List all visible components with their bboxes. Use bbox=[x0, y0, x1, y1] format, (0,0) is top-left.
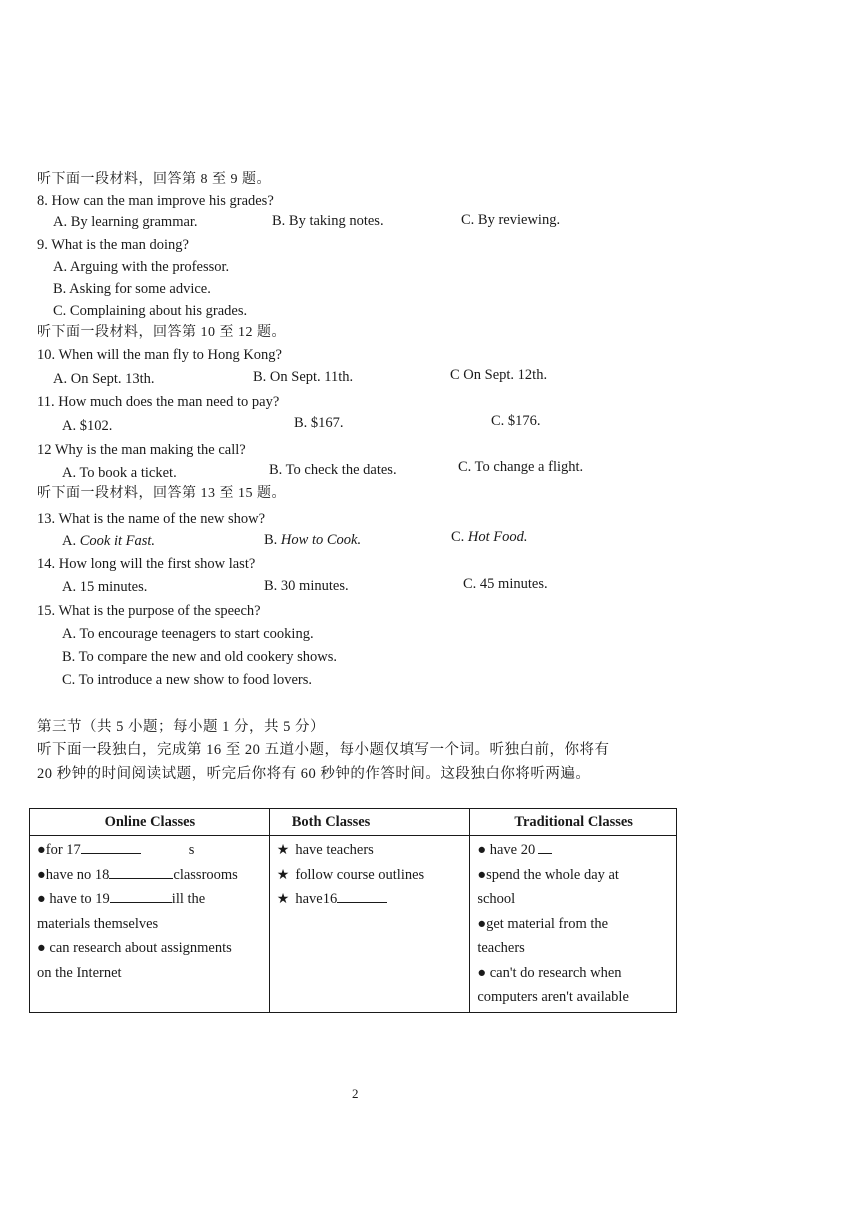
question-11-option-a: A. $102. bbox=[62, 418, 113, 434]
option-text: How to Cook. bbox=[280, 532, 362, 548]
item-text: have16 bbox=[295, 891, 338, 907]
question-14-option-c: C. 45 minutes. bbox=[463, 576, 548, 592]
question-13-stem: 13. What is the name of the new show? bbox=[37, 511, 266, 527]
item-text: have teachers bbox=[295, 842, 374, 858]
item-text: follow course outlines bbox=[295, 866, 425, 883]
both-item-16 bbox=[277, 887, 464, 912]
question-15-stem: 15. What is the purpose of the speech? bbox=[37, 603, 261, 619]
question-9-option-c: C. Complaining about his grades. bbox=[53, 303, 248, 319]
traditional-item-material-continued: teachers bbox=[477, 940, 525, 956]
traditional-classes-cell bbox=[470, 836, 677, 1013]
section-intro-13-15: 听下面一段材料，回答第 13 至 15 题。 bbox=[37, 486, 286, 501]
section-3-instruction-line-1: 听下面一段独白，完成第 16 至 20 五道小题，每小题仅填写一个词。听独白前，你将有 bbox=[37, 742, 610, 758]
question-9-stem: 9. What is the man doing? bbox=[37, 237, 189, 253]
header-online-classes: Online Classes bbox=[30, 809, 270, 836]
option-letter: C. bbox=[451, 529, 468, 545]
section-intro-10-12: 听下面一段材料，回答第 10 至 12 题。 bbox=[37, 325, 286, 340]
question-10-option-a: A. On Sept. 13th. bbox=[53, 371, 155, 387]
section-3-instruction-line-2: 20 秒钟的时间阅读试题，听完后你将有 60 秒钟的作答时间。这段独白你将听两遍。 bbox=[37, 766, 591, 782]
item-text: ●for 17 bbox=[37, 842, 81, 858]
question-11-option-b: B. $167. bbox=[294, 415, 344, 431]
star-icon: ★ bbox=[276, 842, 290, 858]
question-10-option-c: C On Sept. 12th. bbox=[450, 367, 548, 383]
blank-18[interactable] bbox=[109, 864, 173, 879]
question-13-option-c bbox=[451, 528, 528, 546]
question-14-option-b: B. 30 minutes. bbox=[264, 578, 349, 594]
blank-20[interactable] bbox=[538, 839, 552, 854]
question-12-option-a: A. To book a ticket. bbox=[62, 465, 177, 481]
question-14-stem: 14. How long will the first show last? bbox=[37, 556, 256, 572]
item-text-suffix: ill the bbox=[171, 891, 206, 907]
both-classes-cell bbox=[269, 836, 470, 1013]
item-text: ● have 20 bbox=[477, 842, 536, 858]
question-11-option-c: C. $176. bbox=[491, 413, 541, 429]
item-text-suffix: s bbox=[188, 842, 195, 858]
table-header-row bbox=[30, 809, 677, 836]
traditional-item-research: ● can't do research when bbox=[477, 964, 622, 981]
traditional-item-whole-day: ●spend the whole day at bbox=[477, 866, 619, 883]
blank-17[interactable] bbox=[81, 839, 141, 854]
page-number: 2 bbox=[352, 1086, 359, 1101]
question-9-option-b: B. Asking for some advice. bbox=[53, 281, 211, 297]
traditional-item-material: ●get material from the bbox=[477, 915, 609, 932]
item-text-suffix: classrooms bbox=[173, 866, 238, 883]
online-item-research-continued: on the Internet bbox=[37, 964, 122, 981]
question-8-stem: 8. How can the man improve his grades? bbox=[37, 193, 274, 209]
item-text: ●have no 18 bbox=[37, 866, 110, 883]
online-item-17 bbox=[37, 838, 263, 863]
header-both-classes: Both Classes bbox=[269, 809, 470, 836]
traditional-item-research-continued: computers aren't available bbox=[477, 989, 629, 1005]
traditional-item-20 bbox=[477, 838, 670, 863]
question-15-option-a: A. To encourage teenagers to start cooking. bbox=[62, 626, 314, 642]
option-text: Cook it Fast. bbox=[79, 533, 156, 549]
both-item-outlines bbox=[277, 863, 464, 888]
online-classes-cell bbox=[30, 836, 270, 1013]
both-item-teachers bbox=[277, 838, 464, 863]
question-8-option-b: B. By taking notes. bbox=[272, 213, 384, 229]
online-item-18 bbox=[37, 863, 263, 888]
question-9-option-a: A. Arguing with the professor. bbox=[53, 259, 230, 275]
question-13-option-a bbox=[62, 532, 155, 550]
question-12-stem: 12 Why is the man making the call? bbox=[37, 442, 246, 458]
traditional-item-whole-day-continued: school bbox=[477, 891, 516, 907]
section-3-title: 第三节（共 5 小题；每小题 1 分，共 5 分） bbox=[37, 719, 325, 735]
question-14-option-a: A. 15 minutes. bbox=[62, 579, 148, 595]
blank-16[interactable] bbox=[337, 888, 387, 903]
question-10-option-b: B. On Sept. 11th. bbox=[253, 369, 354, 385]
question-12-option-c: C. To change a flight. bbox=[458, 459, 584, 475]
notes-table bbox=[29, 808, 677, 1013]
online-item-19-continued: materials themselves bbox=[37, 915, 159, 932]
online-item-19 bbox=[37, 887, 263, 912]
item-text: ● have to 19 bbox=[37, 891, 110, 907]
online-item-research: ● can research about assignments bbox=[37, 940, 232, 956]
header-traditional-classes: Traditional Classes bbox=[470, 809, 677, 836]
option-text: Hot Food. bbox=[467, 529, 528, 545]
question-11-stem: 11. How much does the man need to pay? bbox=[37, 394, 280, 410]
star-icon: ★ bbox=[276, 866, 290, 883]
question-10-stem: 10. When will the man fly to Hong Kong? bbox=[37, 347, 282, 363]
question-12-option-b: B. To check the dates. bbox=[269, 462, 397, 478]
option-letter: A. bbox=[62, 533, 80, 549]
question-13-option-b bbox=[264, 531, 361, 549]
table-row bbox=[30, 836, 677, 1013]
question-15-option-c: C. To introduce a new show to food lovers. bbox=[62, 672, 313, 688]
blank-19[interactable] bbox=[110, 888, 172, 903]
option-letter: B. bbox=[264, 532, 281, 548]
section-intro-8-9: 听下面一段材料，回答第 8 至 9 题。 bbox=[37, 172, 271, 187]
question-15-option-b: B. To compare the new and old cookery shows. bbox=[62, 649, 337, 665]
question-8-option-c: C. By reviewing. bbox=[461, 212, 561, 228]
star-icon: ★ bbox=[276, 891, 290, 907]
question-8-option-a: A. By learning grammar. bbox=[53, 214, 198, 230]
